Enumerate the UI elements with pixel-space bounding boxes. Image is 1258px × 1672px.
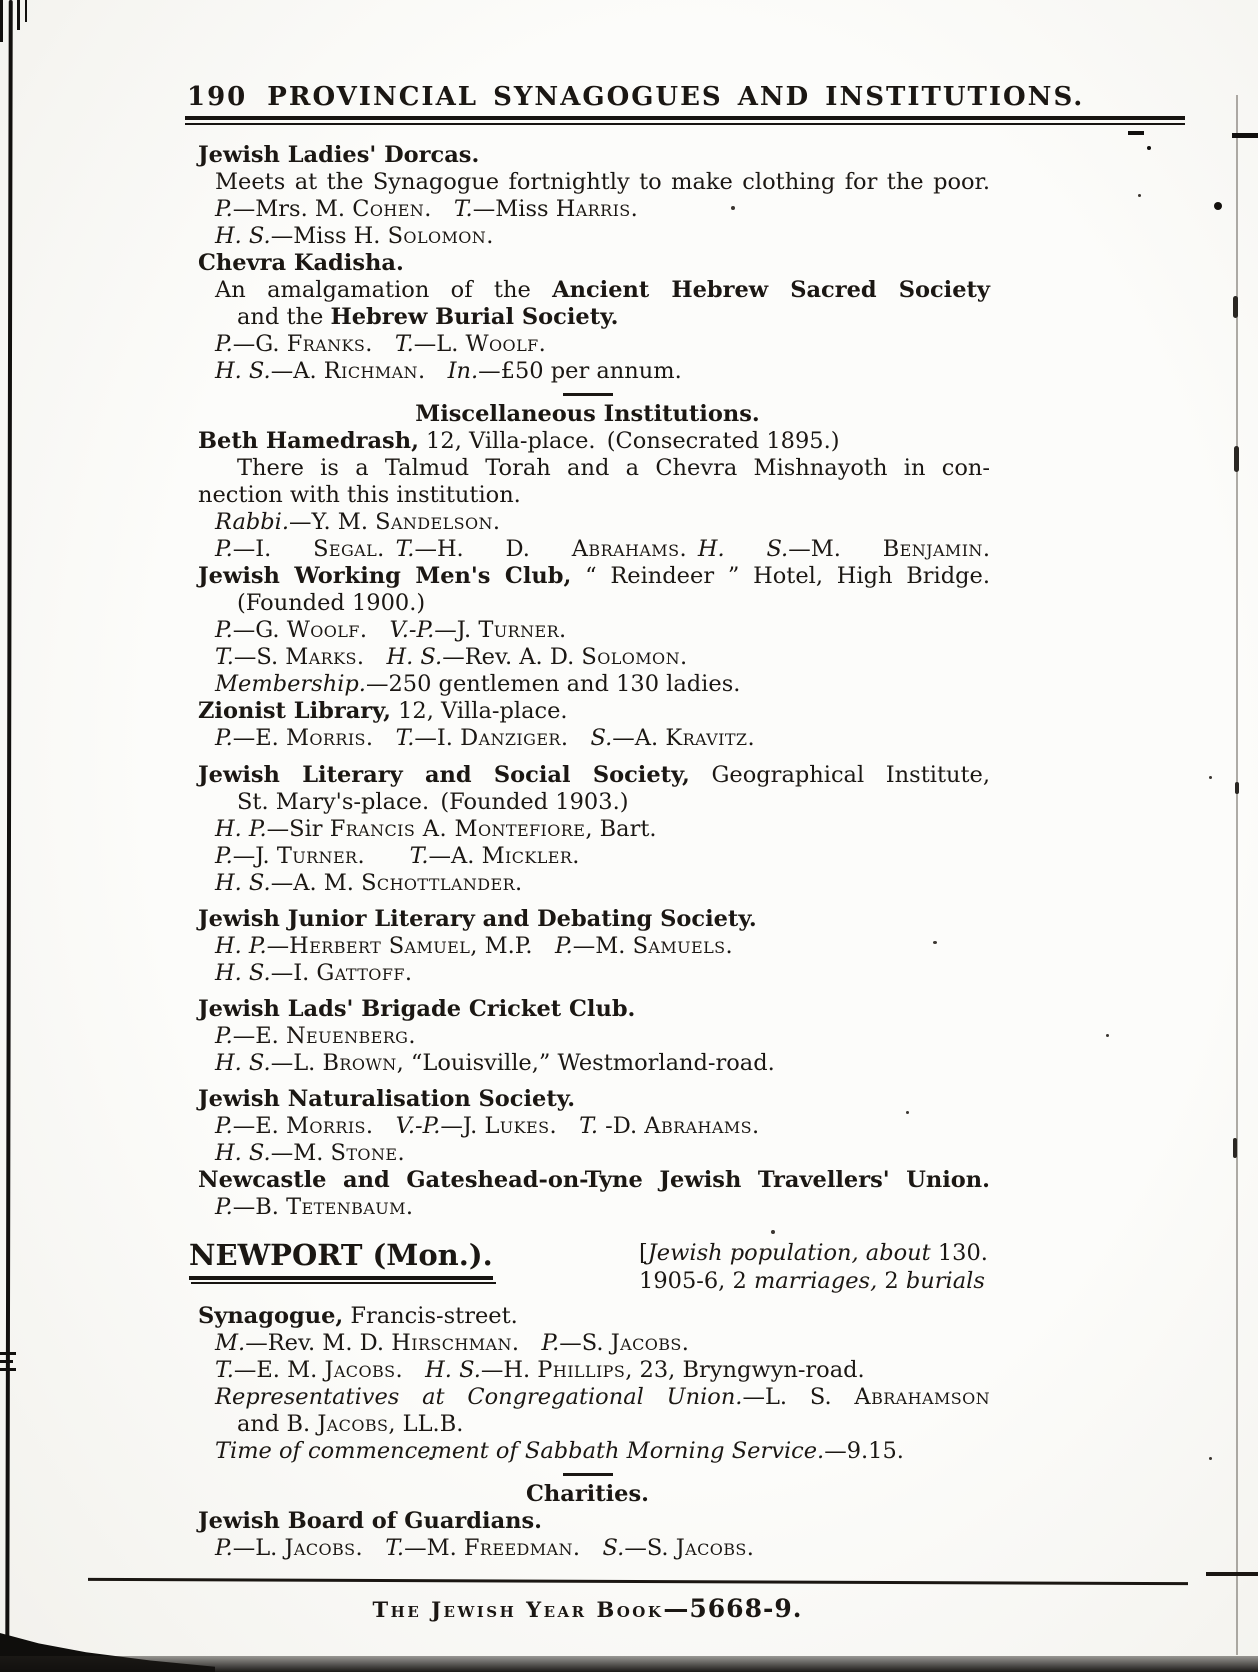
text-segment: —S. <box>624 1535 676 1561</box>
officer-line <box>185 331 990 358</box>
text-segment: Jewish Junior Literary and Debating Society. <box>198 906 757 932</box>
text-segment: —Rev. A. D. <box>442 644 582 670</box>
text-segment: Danziger <box>460 725 561 751</box>
population-note-line <box>639 1239 990 1267</box>
text-segment: Solomon <box>387 223 487 249</box>
text-segment: V.-P. <box>395 1113 441 1139</box>
text-segment: burials <box>905 1268 985 1294</box>
text-segment: —I. <box>270 960 317 986</box>
text-segment: . <box>404 960 412 986</box>
institution-heading <box>185 1167 990 1194</box>
text-segment: . <box>405 1194 414 1220</box>
page-header <box>187 82 1085 112</box>
text-segment: Jacobs <box>324 1357 396 1383</box>
text-segment: . <box>747 725 755 751</box>
text-segment: . <box>359 617 390 643</box>
text-segment: 12, Villa-place. <box>390 698 568 724</box>
text-segment: Richman <box>323 358 418 384</box>
text-segment: Beth Hamedrash, <box>198 428 419 454</box>
text-segment: —I. <box>414 725 461 751</box>
text-segment: Herbert Samuel <box>289 933 471 959</box>
text-segment: Lukes <box>484 1113 550 1139</box>
text-segment: Cohen <box>352 196 425 222</box>
text-segment: 130. <box>937 1240 988 1266</box>
text-segment: Schottlander <box>361 870 516 896</box>
institution-heading <box>185 142 990 169</box>
text-segment: T. <box>215 644 234 670</box>
text-segment: Francis A. Montefiore <box>329 816 586 842</box>
text-segment: Jewish Lads' Brigade Cricket Club. <box>198 996 636 1022</box>
text-segment: (Founded 1900.) <box>237 590 426 616</box>
text-segment: Jewish Working Men's Club, <box>198 563 572 589</box>
officer-line <box>185 1330 990 1357</box>
text-segment: NEWPORT (Mon.). <box>189 1238 493 1272</box>
scan-artifact <box>0 0 3 42</box>
text-segment: —9.15. <box>824 1438 904 1464</box>
text-segment: Morris <box>285 1113 366 1139</box>
text-segment: Tetenbaum <box>286 1194 406 1220</box>
text-segment: Time of commencement of Sabbath Morning Service. <box>215 1438 825 1464</box>
text-segment: marriages, <box>753 1268 878 1294</box>
officer-line <box>185 536 990 563</box>
text-segment: . <box>681 1330 689 1356</box>
text-segment: — <box>266 933 290 959</box>
text-segment: and the <box>237 304 331 330</box>
footer-book-title: The Jewish Year Book <box>372 1597 664 1622</box>
text-segment: —M. <box>788 536 883 562</box>
city-heading-text <box>189 1237 493 1280</box>
officer-line <box>185 843 990 870</box>
text-segment: H. S. <box>215 1050 271 1076</box>
text-segment: . <box>377 536 396 562</box>
text-segment: . <box>572 843 580 869</box>
text-segment: Jewish Literary and Social Society, <box>198 762 690 788</box>
section-divider <box>185 1467 990 1481</box>
text-segment: —M. <box>270 1140 331 1166</box>
text-segment: , M.P. <box>470 933 556 959</box>
text-segment: . <box>417 358 448 384</box>
binding-edge-line <box>5 0 12 1668</box>
text-segment: Geographical Institute, <box>689 762 990 788</box>
institution-heading <box>185 1303 990 1330</box>
text-segment: —Y. M. <box>289 509 376 535</box>
officer-line <box>185 358 990 385</box>
institution-heading <box>185 1508 990 1535</box>
scan-artifact <box>1147 146 1151 150</box>
text-segment: . <box>355 1535 386 1561</box>
text-segment: . <box>679 644 688 670</box>
institution-heading <box>185 906 990 933</box>
city-heading <box>185 1237 639 1280</box>
text-segment: P. <box>215 196 233 222</box>
text-segment: Solomon <box>581 644 680 670</box>
text-segment: T. <box>579 1113 598 1139</box>
text-segment: —Miss <box>472 196 556 222</box>
text-segment: P. <box>215 725 233 751</box>
text-segment: 12, Villa-place. (Consecrated 1895.) <box>418 428 840 454</box>
text-segment: . <box>365 725 396 751</box>
officer-line <box>185 725 990 752</box>
text-segment: Stone <box>330 1140 398 1166</box>
text-segment: An amalgamation of the <box>215 277 553 303</box>
city-section <box>185 1237 990 1295</box>
text-segment: Meets at the Synagogue fortnightly to make clothing for the poor. <box>215 169 990 195</box>
description-line <box>185 789 990 816</box>
text-segment: . <box>424 196 454 222</box>
text-segment: —G. <box>232 331 287 357</box>
text-segment: , 23, Bryngwyn-road. <box>625 1357 865 1383</box>
text-segment: Jewish population, about <box>647 1240 938 1266</box>
service-time-line <box>185 1438 990 1465</box>
text-segment: There is a Talmud Torah and a Chevra Mishnayoth in con- <box>237 455 990 481</box>
text-segment: P. <box>215 536 233 562</box>
text-segment: Abrahamson <box>854 1384 990 1410</box>
text-segment: , Bart. <box>585 816 657 842</box>
text-segment: . <box>365 331 395 357</box>
text-segment: —E. <box>232 725 286 751</box>
officer-line <box>185 1113 990 1140</box>
text-segment: —J. <box>434 617 479 643</box>
scan-artifact <box>1234 446 1239 472</box>
text-segment: H. S. <box>386 644 443 670</box>
text-segment: —S. <box>559 1330 611 1356</box>
text-segment: —Miss H. <box>270 223 388 249</box>
text-segment: —L. <box>413 331 466 357</box>
text-segment: —A. <box>612 725 666 751</box>
text-segment: . <box>486 223 494 249</box>
text-segment: —H. D. <box>414 536 572 562</box>
institution-heading <box>185 762 990 789</box>
text-segment: T. <box>385 1535 405 1561</box>
text-segment: T. <box>215 1357 234 1383</box>
section-heading <box>185 1481 990 1508</box>
text-segment: T. <box>395 725 415 751</box>
text-segment: —L. <box>232 1535 285 1561</box>
text-segment: H. S. <box>425 1357 481 1383</box>
text-segment: H. P. <box>215 933 267 959</box>
text-segment: H. S. <box>215 223 271 249</box>
text-segment: “ Reindeer ” Hotel, High Bridge. <box>571 563 990 589</box>
scan-artifact <box>25 0 27 22</box>
text-segment: —Rev. M. D. <box>245 1330 392 1356</box>
description-line <box>185 590 990 617</box>
text-segment: T. <box>395 536 415 562</box>
document-body <box>185 142 990 1562</box>
text-segment: T. <box>394 331 414 357</box>
text-segment: . <box>559 617 567 643</box>
officer-line <box>185 509 990 536</box>
text-segment: P. <box>215 617 233 643</box>
text-segment: Samuels <box>632 933 726 959</box>
page-title: PROVINCIAL SYNAGOGUES AND INSTITUTIONS. <box>267 82 1085 112</box>
text-segment: —Sir <box>266 816 330 842</box>
text-segment: —J. <box>440 1113 485 1139</box>
text-segment: Ancient Hebrew Sacred Society <box>552 277 990 303</box>
text-segment: S. <box>590 725 613 751</box>
text-segment: —E. <box>232 1023 286 1049</box>
page-footer <box>185 1594 990 1623</box>
text-segment: . <box>679 536 698 562</box>
text-segment: Franks <box>286 331 366 357</box>
officer-line <box>185 1357 990 1384</box>
text-segment: Turner <box>276 843 358 869</box>
text-segment: —E. M. <box>233 1357 325 1383</box>
header-rule <box>185 116 1185 125</box>
text-segment: . <box>515 870 523 896</box>
institution-heading <box>185 563 990 590</box>
text-segment: —H. <box>480 1357 538 1383</box>
officer-line <box>185 644 990 671</box>
text-segment: Kravitz <box>665 725 748 751</box>
text-segment: . <box>395 1357 426 1383</box>
text-segment: nection with this institution. <box>198 482 521 508</box>
text-segment: Chevra Kadisha. <box>198 250 404 276</box>
text-segment: —J. <box>232 843 277 869</box>
text-segment: Neuenberg <box>285 1023 409 1049</box>
officer-line <box>185 1023 990 1050</box>
scan-artifact <box>0 1360 13 1363</box>
text-segment: P. <box>215 1194 233 1220</box>
text-segment: —L. <box>270 1050 323 1076</box>
text-segment: Rabbi. <box>215 509 290 535</box>
footer-rule <box>88 1578 1188 1585</box>
text-segment: Woolf <box>286 617 360 643</box>
text-segment: Sandelson <box>375 509 493 535</box>
text-segment: Jacobs <box>284 1535 356 1561</box>
text-segment: —Mrs. M. <box>232 196 353 222</box>
text-segment: —A. <box>270 358 324 384</box>
text-segment: Turner <box>478 617 560 643</box>
officer-line <box>185 617 990 644</box>
officer-line <box>185 1535 990 1562</box>
text-segment: , LL.B. <box>388 1411 464 1437</box>
scan-speck <box>1106 1034 1109 1037</box>
text-segment: P. <box>215 331 233 357</box>
text-segment: . <box>365 1113 396 1139</box>
population-note-line <box>639 1267 990 1295</box>
text-segment: Charities. <box>525 1481 649 1507</box>
text-segment: In. <box>447 358 479 384</box>
scan-artifact <box>1232 133 1258 138</box>
text-segment: P. <box>541 1330 560 1356</box>
text-segment: St. Mary's-place. (Founded 1903.) <box>237 789 629 815</box>
text-segment: —E. <box>232 1113 286 1139</box>
scan-artifact <box>0 1368 16 1371</box>
institution-heading <box>185 428 990 455</box>
text-segment: H. S. <box>215 870 271 896</box>
officer-line <box>185 870 990 897</box>
text-segment: Jacobs <box>610 1330 682 1356</box>
page-edge-line <box>1236 95 1238 1655</box>
description-line <box>185 482 990 509</box>
text-segment: P. <box>215 1113 233 1139</box>
officer-line <box>185 196 990 223</box>
scan-artifact <box>1233 1138 1237 1158</box>
scan-artifact <box>1128 131 1144 135</box>
text-segment: . <box>746 1535 754 1561</box>
text-segment: 2 <box>877 1268 906 1294</box>
institution-heading <box>185 250 990 277</box>
text-segment: Jewish Naturalisation Society. <box>198 1086 576 1112</box>
text-segment: . <box>751 1113 760 1139</box>
institution-heading <box>185 698 990 725</box>
text-segment: Mickler <box>481 843 573 869</box>
text-segment: -D. <box>598 1113 645 1139</box>
text-segment: Jacobs <box>675 1535 747 1561</box>
text-segment: —M. <box>572 933 633 959</box>
text-segment: H. S. <box>697 536 789 562</box>
scan-artifact <box>0 1352 16 1355</box>
text-segment: Woolf <box>465 331 539 357</box>
text-segment: . <box>357 843 410 869</box>
text-segment: H. P. <box>215 816 267 842</box>
text-segment: —A. <box>428 843 482 869</box>
text-segment: Francis-street. <box>343 1303 518 1329</box>
text-segment: Newcastle and Gateshead-on-Tyne Jewish Travellers' Union. <box>198 1167 990 1193</box>
text-segment: . <box>560 725 591 751</box>
scan-artifact <box>1235 782 1239 794</box>
text-segment: —£50 per annum. <box>478 358 682 384</box>
text-segment: P. <box>215 1023 233 1049</box>
text-segment: Benjamin <box>882 536 983 562</box>
text-segment: Zionist Library, <box>198 698 391 724</box>
text-segment: Segal <box>313 536 378 562</box>
text-segment: —B. <box>232 1194 287 1220</box>
text-segment: Abrahams <box>571 536 680 562</box>
text-segment: —S. <box>233 644 286 670</box>
footer-edition: —5668-9. <box>663 1594 803 1623</box>
text-segment: —A. M. <box>270 870 362 896</box>
text-segment: . <box>982 536 990 562</box>
text-segment: . <box>572 1535 603 1561</box>
text-segment: T. <box>453 196 473 222</box>
text-segment: Brown <box>322 1050 397 1076</box>
scan-artifact <box>1233 296 1238 318</box>
population-note <box>639 1237 990 1295</box>
officer-line <box>185 933 990 960</box>
section-divider <box>185 387 990 401</box>
text-segment: . <box>408 1023 416 1049</box>
description-line <box>185 455 990 482</box>
text-segment: Jewish Board of Guardians. <box>198 1508 543 1534</box>
text-segment: and B. <box>237 1411 318 1437</box>
text-segment: . <box>356 644 387 670</box>
representatives-line <box>185 1411 990 1438</box>
representatives-line <box>185 1384 990 1411</box>
text-segment: M. <box>215 1330 246 1356</box>
text-segment: . <box>549 1113 580 1139</box>
scan-speck <box>1138 194 1141 197</box>
scan-speck <box>1209 1457 1212 1460</box>
text-segment: . <box>511 1330 542 1356</box>
text-segment: S. <box>602 1535 625 1561</box>
text-segment: Synagogue, <box>198 1303 344 1329</box>
text-segment: T. <box>409 843 429 869</box>
text-segment: H. S. <box>215 358 271 384</box>
scan-speck <box>1209 776 1212 779</box>
text-segment: V.-P. <box>389 617 435 643</box>
text-segment: Abrahams <box>644 1113 752 1139</box>
text-segment: . <box>397 1140 405 1166</box>
text-segment: —L. S. <box>742 1384 855 1410</box>
text-segment: —M. <box>404 1535 464 1561</box>
officer-line <box>185 1050 990 1077</box>
scan-speck <box>1214 202 1222 210</box>
text-segment: P. <box>215 843 233 869</box>
text-segment: . <box>538 331 546 357</box>
text-segment: 1905-6, 2 <box>639 1268 754 1294</box>
text-segment: . <box>725 933 733 959</box>
text-segment: Morris <box>285 725 366 751</box>
text-segment: Hebrew Burial Society. <box>330 304 619 330</box>
text-segment: Jewish Ladies' Dorcas. <box>198 142 480 168</box>
text-segment: , “Louisville,” Westmorland-road. <box>396 1050 775 1076</box>
text-segment: . <box>492 509 501 535</box>
text-segment: Representatives at Congregational Union. <box>215 1384 743 1410</box>
text-segment: P. <box>215 1535 233 1561</box>
institution-heading <box>185 996 990 1023</box>
text-segment: . <box>630 196 638 222</box>
scan-bottom-band <box>0 1656 1258 1672</box>
footer-rule-dash <box>1206 1572 1258 1576</box>
officer-line <box>185 960 990 987</box>
description-line <box>185 277 990 304</box>
text-segment: —G. <box>232 617 287 643</box>
text-segment: Harris <box>555 196 631 222</box>
scan-artifact <box>17 0 20 30</box>
text-segment: Membership. <box>215 671 366 697</box>
membership-line <box>185 671 990 698</box>
page-number: 190 <box>187 82 248 112</box>
text-segment: Jacobs <box>317 1411 389 1437</box>
text-segment: P. <box>555 933 573 959</box>
text-segment: [ <box>639 1240 648 1266</box>
description-line <box>185 304 990 331</box>
officer-line <box>185 223 990 250</box>
text-segment: H. S. <box>215 960 271 986</box>
text-segment: Marks <box>285 644 357 670</box>
officer-line <box>185 1140 990 1167</box>
officer-line <box>185 816 990 843</box>
description-line <box>185 169 990 196</box>
text-segment: H. S. <box>215 1140 271 1166</box>
text-segment: Hirschman <box>391 1330 512 1356</box>
text-segment: Miscellaneous Institutions. <box>415 401 760 427</box>
text-segment: Phillips <box>537 1357 626 1383</box>
section-heading <box>185 401 990 428</box>
officer-line <box>185 1194 990 1221</box>
institution-heading <box>185 1086 990 1113</box>
text-segment: —I. <box>232 536 314 562</box>
text-segment: —250 gentlemen and 130 ladies. <box>365 671 741 697</box>
text-segment: Gattoff <box>316 960 405 986</box>
text-segment: Freedman <box>463 1535 573 1561</box>
